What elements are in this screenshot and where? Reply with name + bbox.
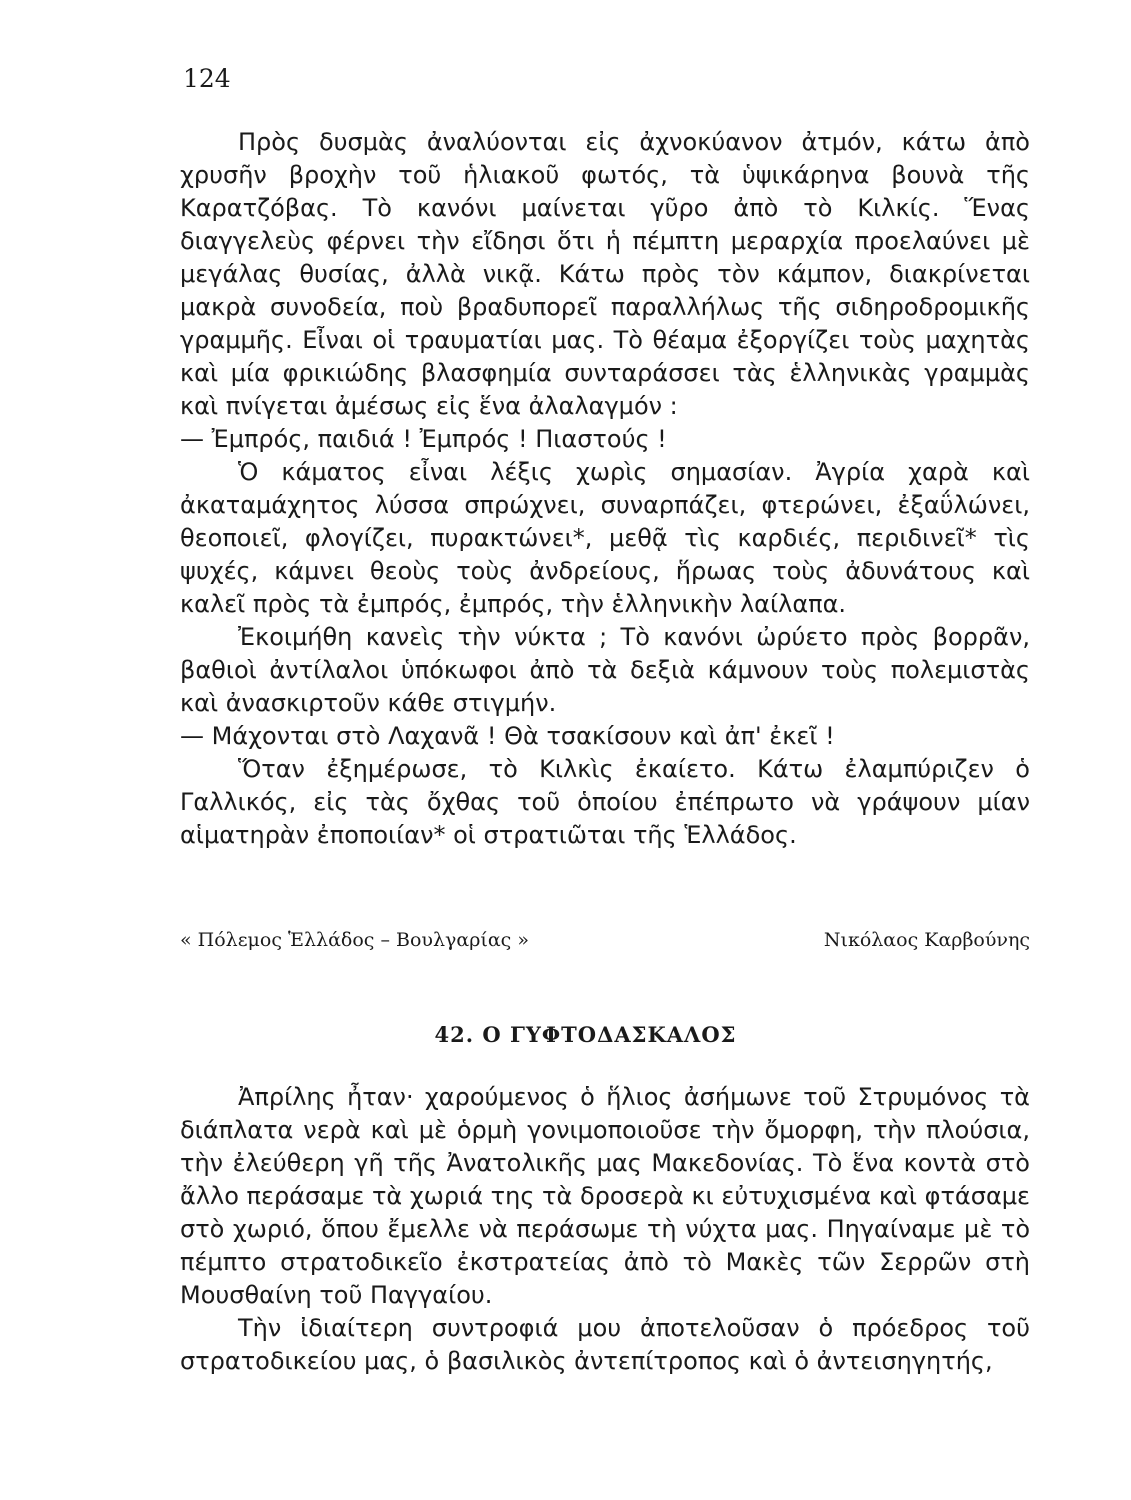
paragraph: Τὴν ἰδιαίτερη συντροφιά μου ἀποτελοῦσαν ὁ πρόεδρος τοῦ στρατοδικείου μας, ὁ βασιλικὸς ἀντεπίτροπος καὶ ὁ ἀντεισηγητής, (180, 1314, 1030, 1375)
paragraph: Ὁ κάματος εἶναι λέξις χωρὶς σημασίαν. Ἀγρία χαρὰ καὶ ἀκαταμάχητος λύσσα σπρώχνει, συναρπάζει, φτερώνει, ἐξαΰλώνει, θεοποιεῖ, φλογίζει, πυρακτώνει*, μεθᾷ τὶς καρδιές, περιδινεῖ* τὶς ψυχές, κάμνει θεοὺς τοὺς ἀνδρείους, ἥρωας τοὺς ἀδυνάτους καὶ καλεῖ πρὸς τὰ ἐμπρός, ἐμπρός, τὴν ἑλληνικὴν λαίλαπα. (180, 458, 1030, 618)
source-title: « Πόλεμος Ἑλλάδος – Βουλγαρίας » (180, 929, 529, 951)
paragraph: Ὅταν ἐξημέρωσε, τὸ Κιλκὶς ἐκαίετο. Κάτω ἐλαμπύριζεν ὁ Γαλλικός, εἰς τὰς ὄχθας τοῦ ὁποίου ἐπέπρωτο νὰ γράψουν μίαν αἱματηρὰν ἐποποιίαν* οἱ στρατιῶται τῆς Ἑλλάδος. (180, 755, 1030, 849)
source-signature (180, 929, 1030, 951)
author-name: Νικόλαος Καρβούνης (823, 929, 1030, 951)
paragraph: Ἀπρίλης ἦταν· χαρούμενος ὁ ἥλιος ἀσήμωνε τοῦ Στρυμόνος τὰ διάπλατα νερὰ καὶ μὲ ὁρμὴ γονιμοποιοῦσε τὴν ὄμορφη, τὴν πλούσια, τὴν ἐλεύθερη γῆ τῆς Ἀνατολικῆς μας Μακεδονίας. Τὸ ἕνα κοντὰ στὸ ἄλλο περάσαμε τὰ χωριά της τὰ δροσερὰ κι εὐτυχισμένα καὶ φτάσαμε στὸ χωριό, ὅπου ἔμελλε νὰ περάσωμε τὴ νύχτα μας. Πηγαίναμε μὲ τὸ πέμπτο στρατοδικεῖο ἐκστρατείας ἀπὸ τὸ Μακὲς τῶν Σερρῶν στὴ Μουσθαίνη τοῦ Παγγαίου. (180, 1083, 1030, 1309)
paragraph: Ἐκοιμήθη κανεὶς τὴν νύκτα ; Τὸ κανόνι ὠρύετο πρὸς βορρᾶν, βαθιοὶ ἀντίλαλοι ὑπόκωφοι ἀπὸ τὰ δεξιὰ κάμνουν τοὺς πολεμιστὰς καὶ ἀνασκιρτοῦν κάθε στιγμήν. (180, 623, 1030, 717)
dialogue-line: — Μάχονται στὸ Λαχανᾶ ! Θὰ τσακίσουν καὶ ἀπ' ἐκεῖ ! (180, 722, 835, 750)
page-number: 124 (183, 64, 231, 93)
chapter-heading: 42. Ο ΓΥΦΤΟΔΑΣΚΑΛΟΣ (434, 1022, 737, 1047)
dialogue-line: — Ἐμπρός, παιδιά ! Ἐμπρός ! Πιαστούς ! (180, 425, 667, 453)
chapter-text (180, 1081, 1030, 1378)
paragraph: Πρὸς δυσμὰς ἀναλύονται εἰς ἀχνοκύανον ἀτμόν, κάτω ἀπὸ χρυσῆν βροχὴν τοῦ ἡλιακοῦ φωτός, τὰ ὑψικάρηνα βουνὰ τῆς Καρατζόβας. Τὸ κανόνι μαίνεται γῦρο ἀπὸ τὸ Κιλκίς. Ἕνας διαγγελεὺς φέρνει τὴν εἴδησι ὅτι ἡ πέμπτη μεραρχία προελαύνει μὲ μεγάλας θυσίας, ἀλλὰ νικᾷ. Κάτω πρὸς τὸν κάμπον, διακρίνεται μακρὰ συνοδεία, ποὺ βραδυπορεῖ παραλλήλως τῆς σιδηροδρομικῆς γραμμῆς. Εἶναι οἱ τραυματίαι μας. Τὸ θέαμα ἐξοργίζει τοὺς μαχητὰς καὶ μία φρικιώδης βλασφημία συνταράσσει τὰς ἑλληνικὰς γραμμὰς καὶ πνίγεται ἀμέσως εἰς ἕνα ἀλαλαγμόν : (180, 128, 1030, 420)
excerpt-text (180, 126, 1030, 852)
